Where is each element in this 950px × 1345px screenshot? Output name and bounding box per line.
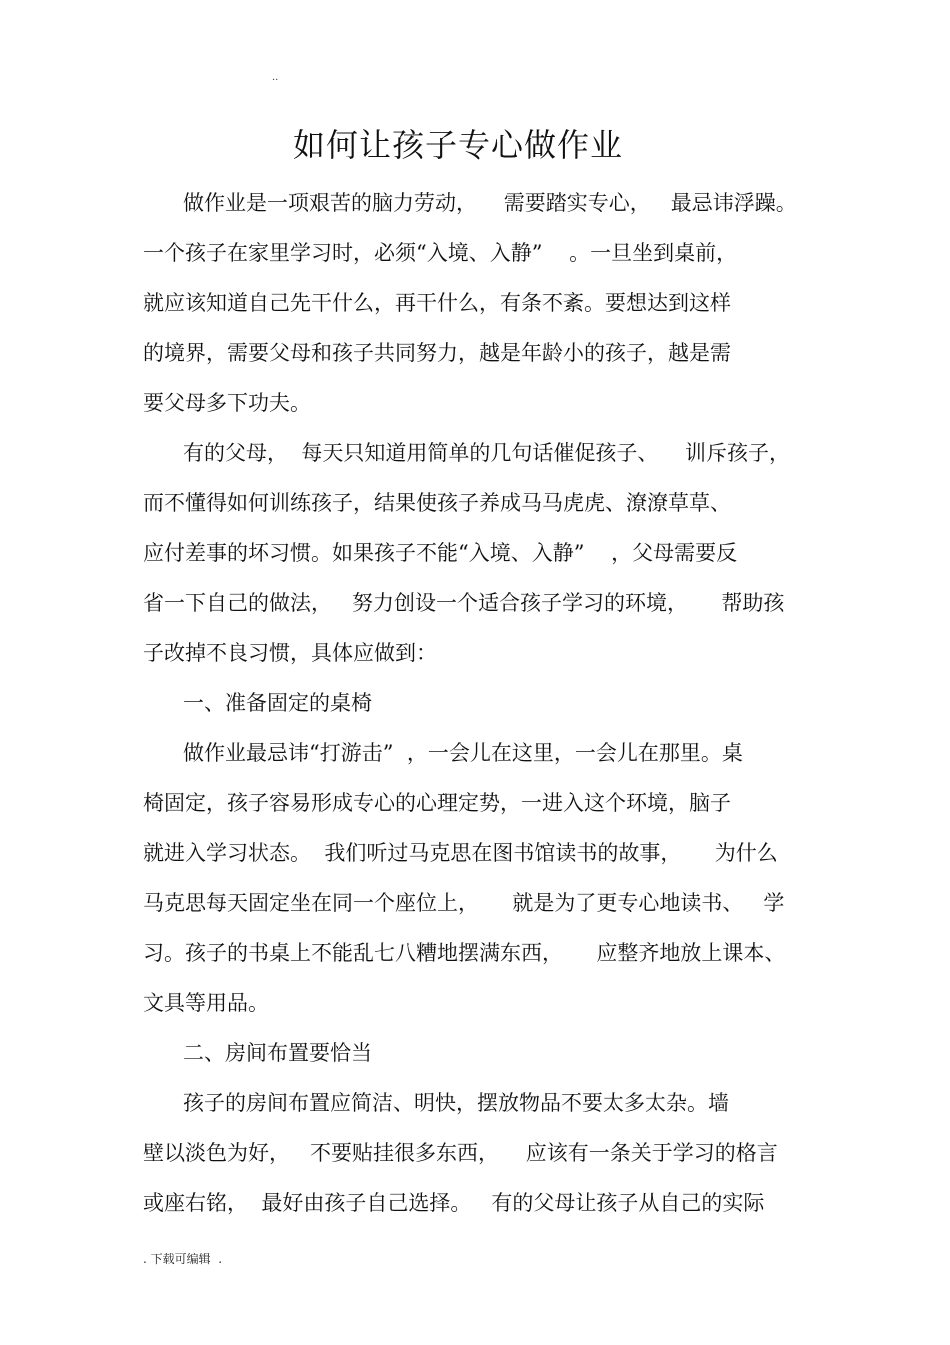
paragraph-line: 省一下自己的做法， 努力创设一个适合孩子学习的环境， 帮助孩 (143, 591, 785, 615)
paragraph-line: 壁以淡色为好， 不要贴挂很多东西， 应该有一条关于学习的格言 (143, 1141, 778, 1165)
paragraph-line: 要父母多下功夫。 (143, 391, 311, 415)
section-heading: 二、房间布置要恰当 (183, 1041, 372, 1065)
paragraph-line: 就进入学习状态。 我们听过马克思在图书馆读书的故事， 为什么 (143, 841, 778, 865)
paragraph-line: 有的父母， 每天只知道用简单的几句话催促孩子、 训斥孩子， (183, 441, 791, 465)
paragraph-line: 椅固定，孩子容易形成专心的心理定势，一进入这个环境，脑子 (143, 791, 731, 815)
page-title: 如何让孩子专心做作业 (292, 126, 623, 164)
paragraph-line: 或座右铭， 最好由孩子自己选择。 有的父母让孩子从自己的实际 (143, 1191, 765, 1215)
page-footer: . 下载可编辑 . (143, 1252, 223, 1266)
header-mark: .. (272, 72, 279, 83)
paragraph-line: 就应该知道自己先干什么，再干什么，有条不紊。要想达到这样 (143, 291, 731, 315)
paragraph-line: 孩子的房间布置应简洁、明快，摆放物品不要太多太杂。墙 (183, 1091, 729, 1115)
paragraph-line: 而不懂得如何训练孩子，结果使孩子养成马马虎虎、潦潦草草、 (143, 491, 731, 515)
section-heading: 一、准备固定的桌椅 (183, 691, 372, 715)
paragraph-line: 的境界，需要父母和孩子共同努力，越是年龄小的孩子，越是需 (143, 341, 731, 365)
paragraph-line: 一个孩子在家里学习时，必须“入境、入静” 。一旦坐到桌前， (143, 241, 738, 265)
paragraph-line: 子改掉不良习惯，具体应做到： (143, 641, 437, 665)
paragraph-line: 文具等用品。 (143, 991, 269, 1015)
paragraph-line: 应付差事的坏习惯。如果孩子不能“入境、入静” ，父母需要反 (143, 541, 738, 565)
paragraph-line: 做作业最忌讳“打游击” ，一会儿在这里，一会儿在那里。桌 (183, 741, 743, 765)
paragraph-line: 习。孩子的书桌上不能乱七八糟地摆满东西， 应整齐地放上课本、 (143, 941, 786, 965)
paragraph-line: 马克思每天固定坐在同一个座位上， 就是为了更专心地读书、 学 (143, 891, 785, 915)
paragraph-line: 做作业是一项艰苦的脑力劳动， 需要踏实专心， 最忌讳浮躁。 (183, 191, 797, 215)
